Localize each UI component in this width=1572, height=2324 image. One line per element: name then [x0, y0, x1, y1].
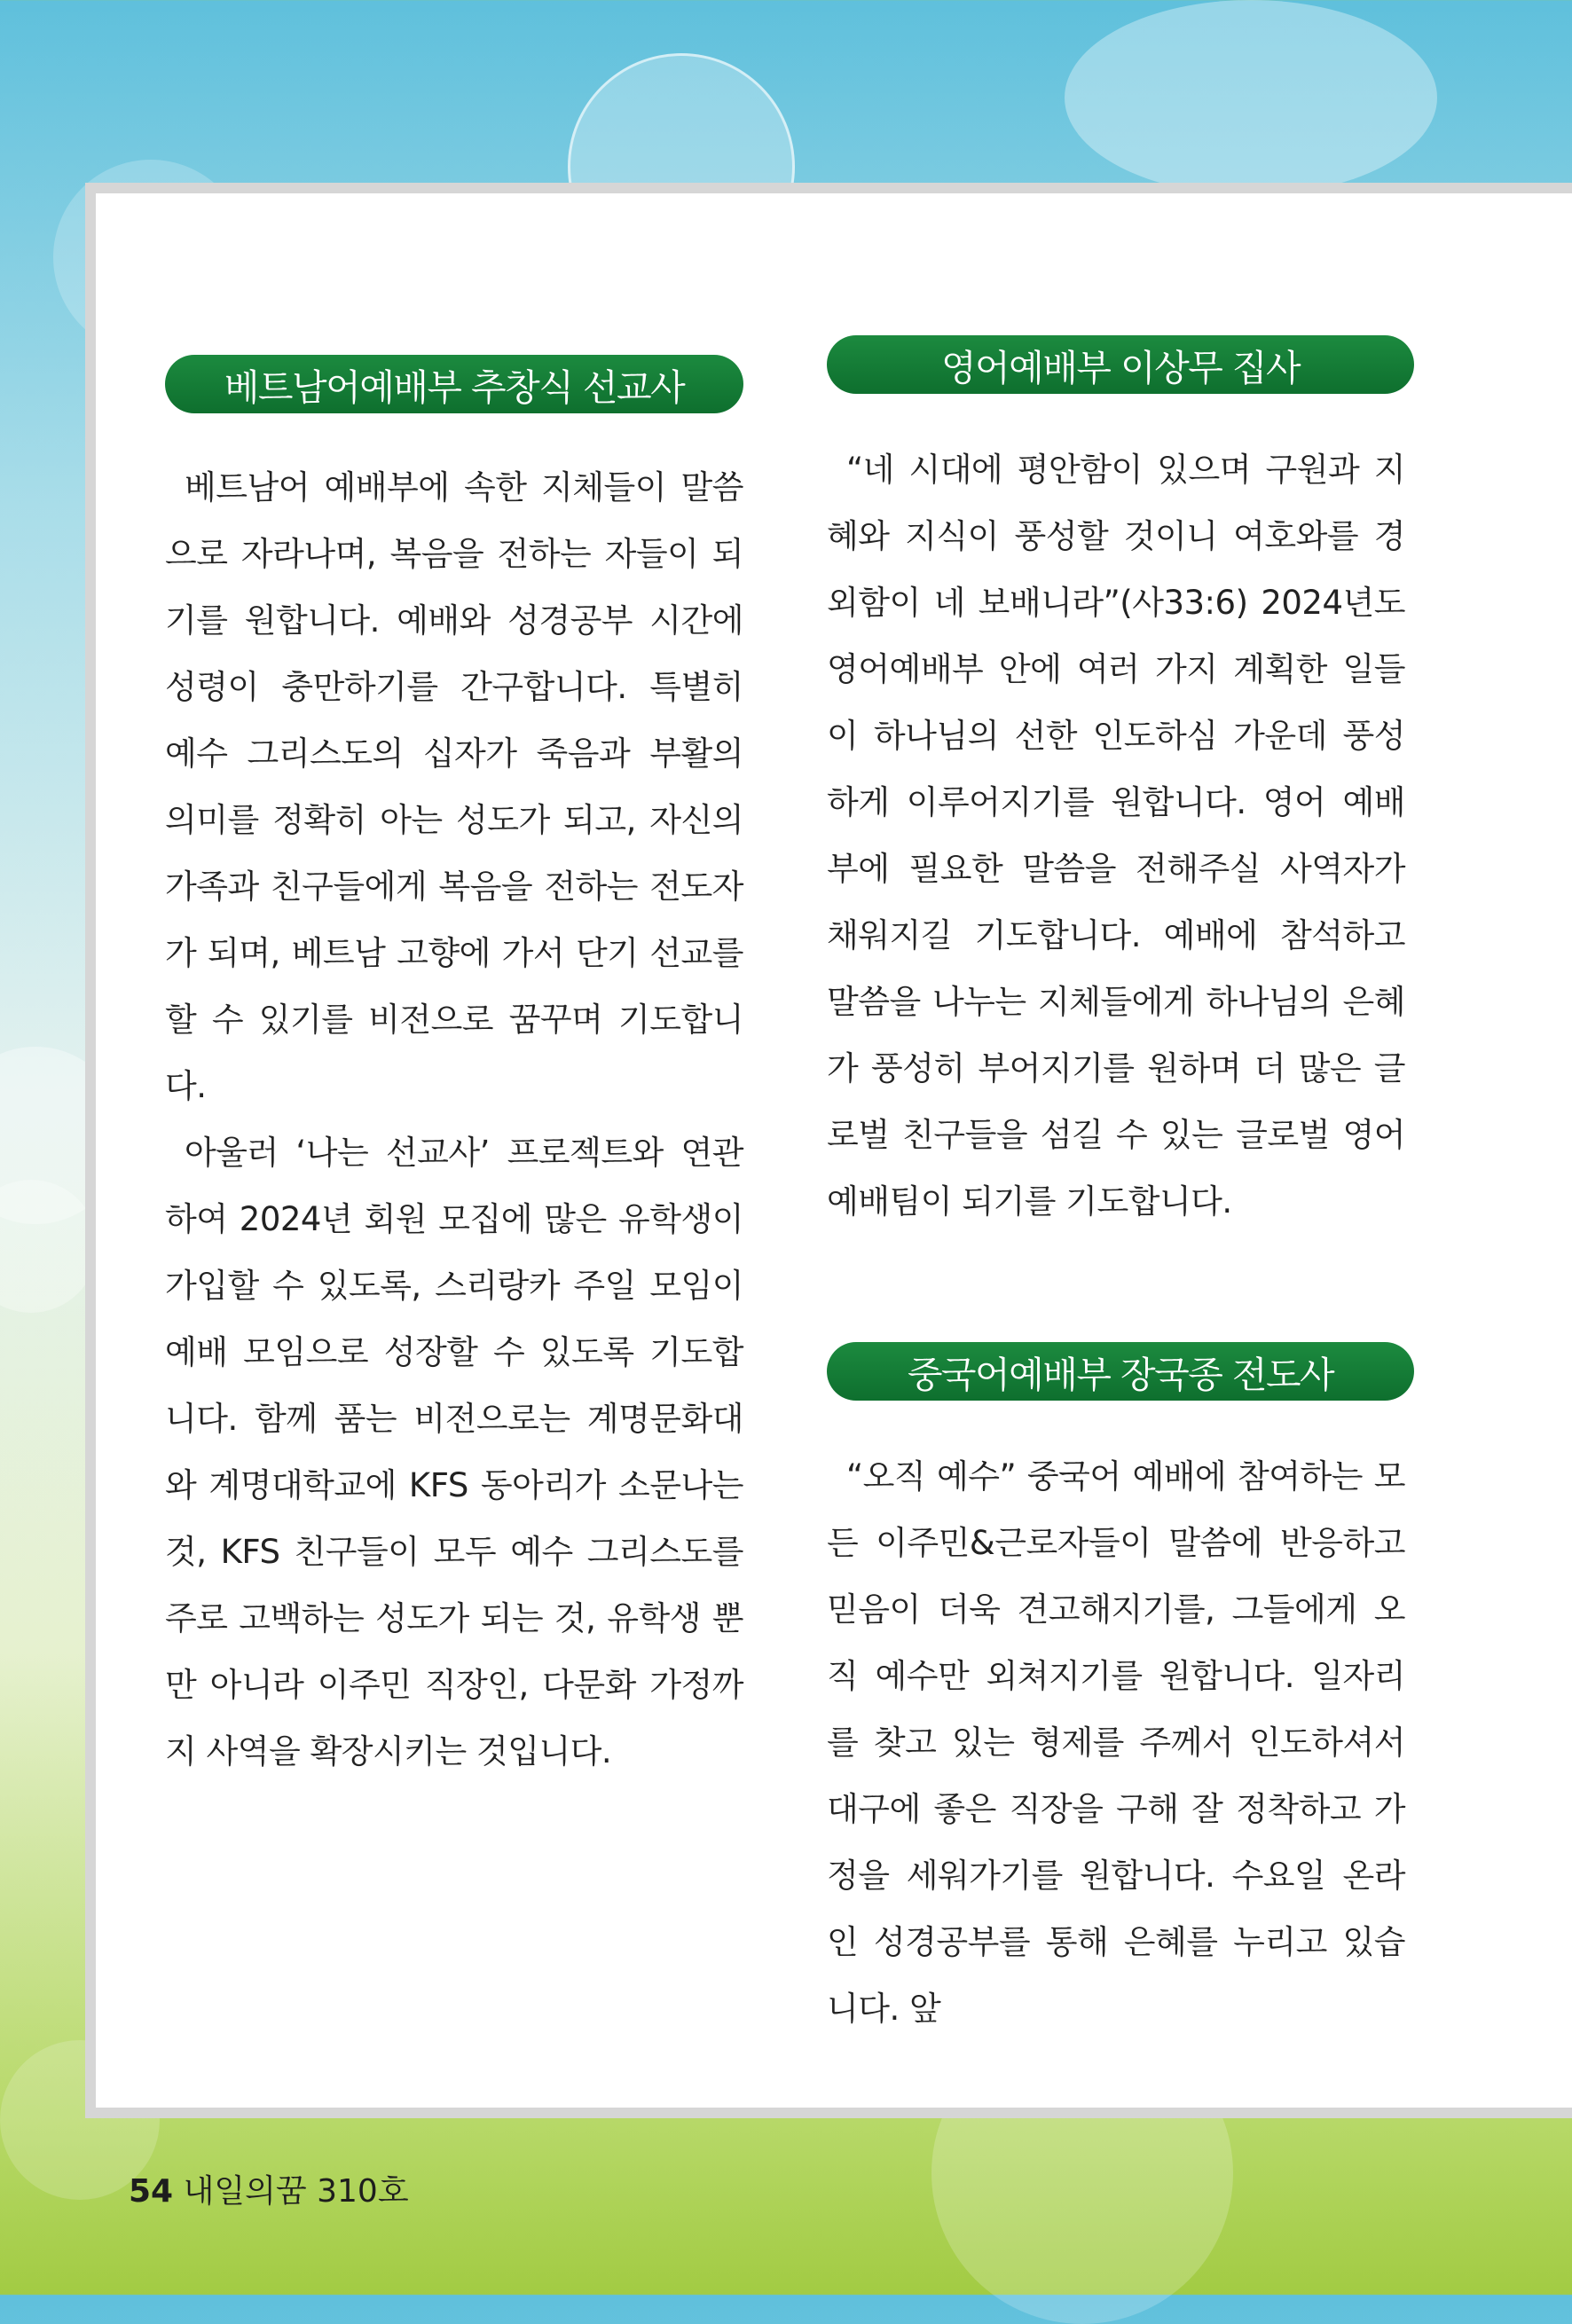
section-body-chinese — [827, 1443, 1405, 2042]
section-title: 베트남어예배부 추창식 선교사 — [224, 365, 685, 409]
paragraph: 아울러 ‘나는 선교사’ 프로젝트와 연관하여 2024년 회원 모집에 많은 유학생이 가입할 수 있도록, 스리랑카 주일 모임이 예배 모임으로 성장할 수 있도록 기도합니다. 함께 품는 비전으로는 계명문화대와 계명대학교에 KFS 동아리가 소문나는 것, KFS 친구들이 모두 예수 그리스도를 주로 고백하는 성도가 되는 것, 유학생 뿐만 아니라 이주민 직장인, 다문화 가정까지 사역을 확장시키는 것입니다. — [165, 1134, 743, 1770]
background-bubble — [1065, 0, 1437, 195]
section-header-vietnamese — [165, 355, 743, 413]
section-header-chinese — [827, 1342, 1414, 1401]
section-title: 중국어예배부 장국종 전도사 — [907, 1353, 1334, 1396]
section-title: 영어예배부 이상무 집사 — [940, 346, 1301, 389]
page-number: 54 — [129, 2173, 174, 2210]
paragraph: 베트남어 예배부에 속한 지체들이 말씀으로 자라나며, 복음을 전하는 자들이 되기를 원합니다. 예배와 성경공부 시간에 성령이 충만하기를 간구합니다. 특별히 예수 그리스도의 십자가 죽음과 부활의 의미를 정확히 아는 성도가 되고, 자신의 가족과 친구들에게 복음을 전하는 전도자가 되며, 베트남 고향에 가서 단기 선교를 할 수 있기를 비전으로 꿈꾸며 기도합니다. — [165, 468, 743, 1105]
page-footer — [129, 2166, 409, 2211]
section-body-english — [827, 436, 1405, 1235]
publication-title: 내일의꿈 310호 — [183, 2173, 409, 2210]
section-header-english — [827, 335, 1414, 394]
paragraph: “네 시대에 평안함이 있으며 구원과 지혜와 지식이 풍성할 것이니 여호와를 경외함이 네 보배니라”(사33:6) 2024년도 영어예배부 안에 여러 가지 계획한 일들이 하나님의 선한 인도하심 가운데 풍성하게 이루어지기를 원합니다. 영어 예배부에 필요한 말씀을 전해주실 사역자가 채워지길 기도합니다. 예배에 참석하고 말씀을 나누는 지체들에게 하나님의 은혜가 풍성히 부어지기를 원하며 더 많은 글로벌 친구들을 섬길 수 있는 글로벌 영어예배팀이 되기를 기도합니다. — [827, 451, 1405, 1221]
section-body-vietnamese — [165, 454, 743, 1785]
paragraph: “오직 예수” 중국어 예배에 참여하는 모든 이주민&근로자들이 말씀에 반응하고 믿음이 더욱 견고해지기를, 그들에게 오직 예수만 외쳐지기를 원합니다. 일자리를 찾고 있는 형제를 주께서 인도하셔서 대구에 좋은 직장을 구해 잘 정착하고 가정을 세워가기를 원합니다. 수요일 온라인 성경공부를 통해 은혜를 누리고 있습니다. 앞 — [827, 1457, 1405, 2028]
